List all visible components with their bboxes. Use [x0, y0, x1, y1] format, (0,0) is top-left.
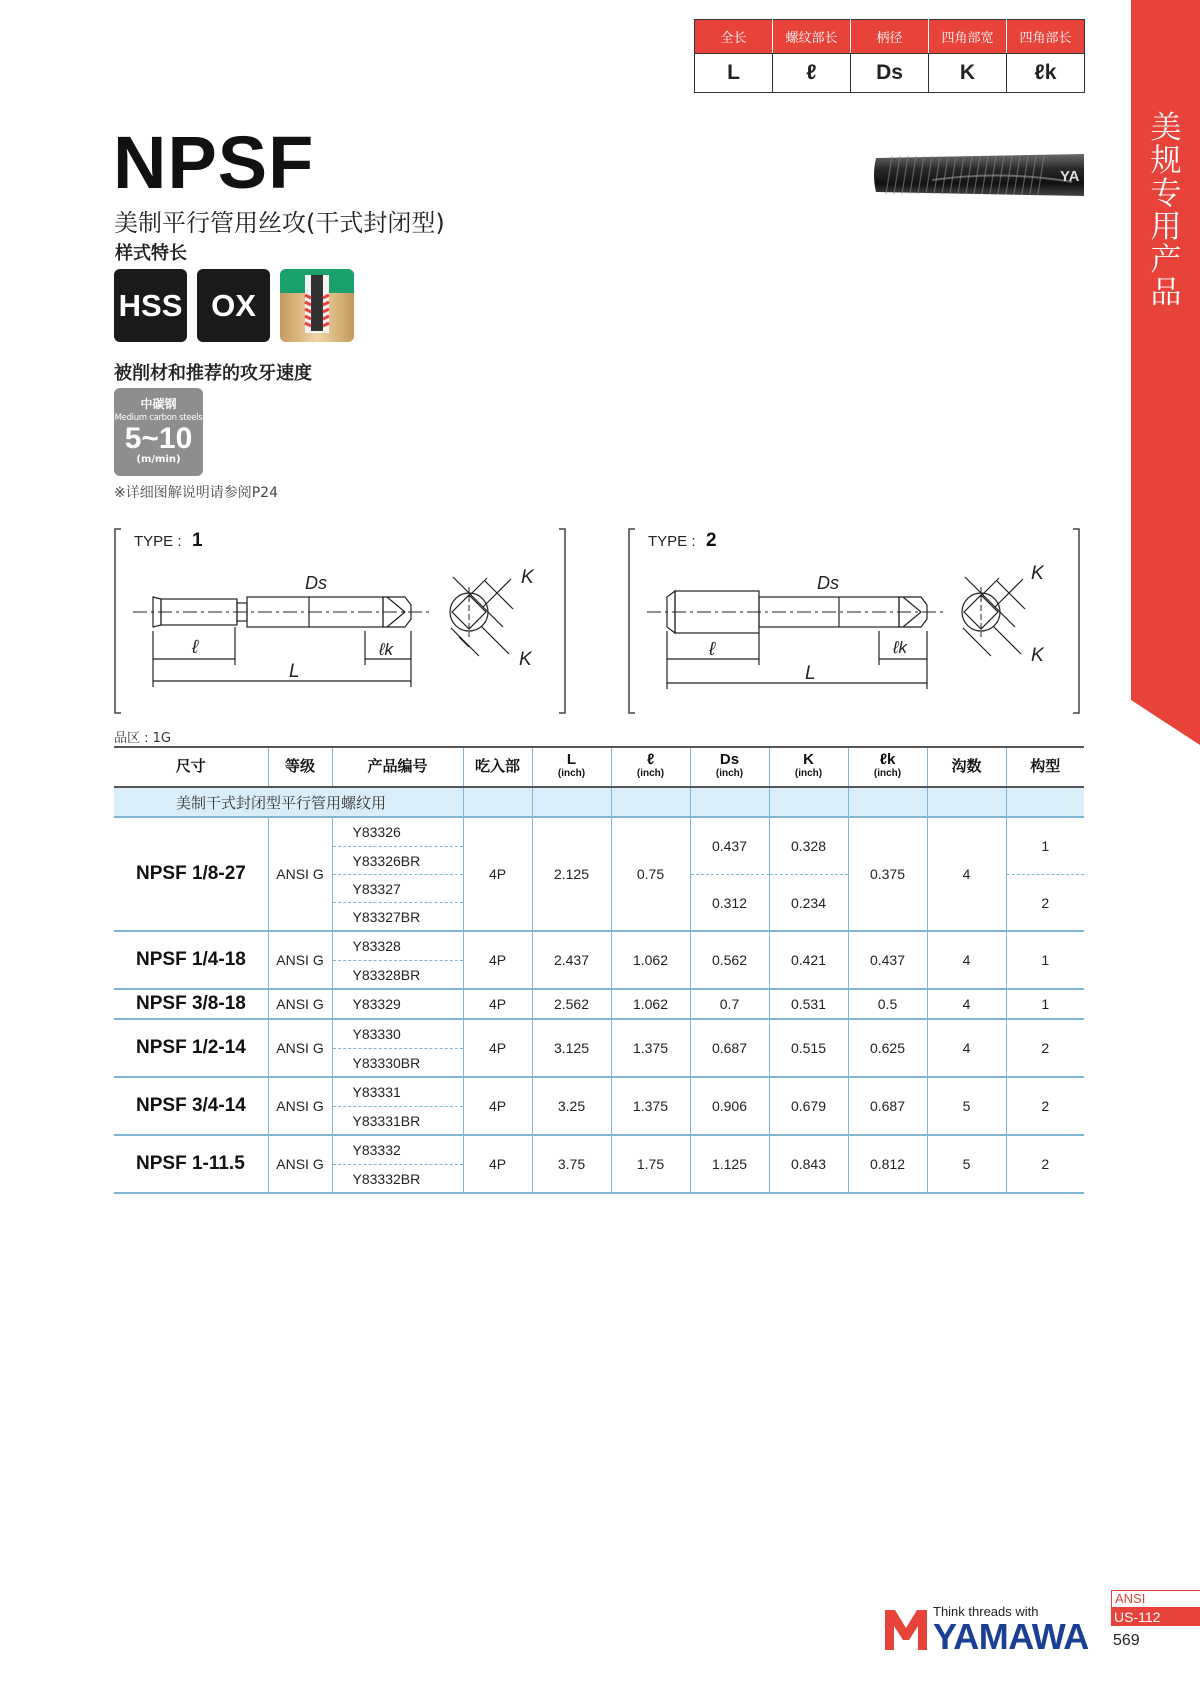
row-flutes: 4: [927, 989, 1006, 1019]
legend-symbol-lk: ℓk: [1007, 54, 1085, 93]
row-L: 3.125: [532, 1019, 611, 1077]
col-grade: 等级: [268, 747, 332, 787]
legend-header-square-width: 四角部宽: [929, 20, 1007, 54]
col-l-unit: (inch): [636, 768, 665, 779]
row-chamfer: 4P: [463, 989, 532, 1019]
row-flutes: 5: [927, 1135, 1006, 1193]
row-K: 0.531: [769, 989, 848, 1019]
row-lk: 0.5: [848, 989, 927, 1019]
type-2-number: 2: [706, 530, 717, 551]
row-type: 2: [1006, 1077, 1084, 1135]
row-chamfer: 4P: [463, 1019, 532, 1077]
row-grade: ANSI G: [268, 1019, 332, 1077]
product-code: Y83332: [352, 1142, 401, 1158]
group-cell: [927, 787, 1006, 817]
product-code: Y83328: [352, 938, 401, 954]
row-codes: [332, 989, 463, 1019]
group-cell: [463, 787, 532, 817]
row-lk: 0.375: [848, 817, 927, 931]
tap-photo: [872, 140, 1084, 210]
row-flutes: 4: [927, 817, 1006, 931]
table-row: [114, 989, 1084, 1019]
type-2-diagram: [627, 527, 1087, 717]
type-1-l-label: ℓ: [192, 637, 199, 658]
product-code: Y83328BR: [333, 960, 463, 988]
col-l: [611, 747, 690, 787]
col-flutes: 沟数: [927, 747, 1006, 787]
row-grade: ANSI G: [268, 1077, 332, 1135]
row-size: NPSF 3/8-18: [114, 989, 268, 1019]
product-code: Y83329: [352, 996, 401, 1012]
product-code: Y83332BR: [333, 1164, 463, 1192]
col-size: 尺寸: [114, 747, 268, 787]
row-L: 2.437: [532, 931, 611, 989]
product-code: Y83330: [352, 1026, 401, 1042]
row-K: 0.679: [769, 1077, 848, 1135]
row-l: 1.062: [611, 931, 690, 989]
type-2-L-label: L: [805, 663, 816, 684]
reference-note: ※详细图解说明请参阅P24: [114, 485, 278, 501]
group-label: 美制干式封闭型平行管用螺纹用: [114, 787, 463, 817]
row-K-value: 0.328: [790, 838, 827, 854]
col-chamfer: 吃入部: [463, 747, 532, 787]
type-2-ds-label: Ds: [817, 573, 839, 593]
style-label: 样式特长: [115, 243, 187, 264]
product-code: Y83331: [352, 1084, 401, 1100]
product-code: Y83327: [333, 874, 463, 902]
col-Ds-label: Ds: [719, 751, 740, 768]
col-K-unit: (inch): [794, 768, 823, 779]
blind-hole-icon: [280, 269, 354, 342]
col-Ds: [690, 747, 769, 787]
type-1-number: 1: [192, 530, 203, 551]
product-code: Y83326: [352, 824, 401, 840]
col-K: [769, 747, 848, 787]
row-l: 0.75: [611, 817, 690, 931]
material-name-cn: 中碳钢: [140, 397, 177, 411]
row-L: 3.25: [532, 1077, 611, 1135]
product-code: Y83330BR: [333, 1048, 463, 1076]
row-flutes: 5: [927, 1077, 1006, 1135]
col-K-label: K: [803, 751, 814, 768]
row-K: 0.421: [769, 931, 848, 989]
type-2-k-label-bottom: K: [1031, 645, 1044, 666]
product-subtitle: 美制平行管用丝攻(干式封闭型): [114, 209, 445, 237]
col-Ds-unit: (inch): [715, 768, 744, 779]
row-type-value: 2: [1007, 874, 1085, 930]
row-flutes: 4: [927, 931, 1006, 989]
row-Ds: 0.7: [690, 989, 769, 1019]
group-cell: [532, 787, 611, 817]
row-chamfer: 4P: [463, 931, 532, 989]
type-2-label: TYPE :: [648, 533, 696, 550]
table-row: [114, 1019, 1084, 1077]
side-tab-label: 美规专用产品: [1150, 110, 1182, 311]
row-K: [769, 817, 848, 931]
row-codes: [332, 1019, 463, 1077]
row-chamfer: 4P: [463, 1135, 532, 1193]
brand-logo: YAMAWA: [933, 1616, 1089, 1657]
row-grade: ANSI G: [268, 1135, 332, 1193]
tap-photo-text: YA: [1060, 168, 1080, 185]
row-lk: 0.687: [848, 1077, 927, 1135]
type-1-label: TYPE :: [134, 533, 182, 550]
row-type-value: 1: [1041, 838, 1050, 854]
row-Ds: [690, 817, 769, 931]
row-l: 1.375: [611, 1077, 690, 1135]
group-cell: [1006, 787, 1084, 817]
row-Ds: 0.687: [690, 1019, 769, 1077]
row-Ds-value: 0.437: [711, 838, 748, 854]
row-size: NPSF 1/4-18: [114, 931, 268, 989]
row-Ds: 0.562: [690, 931, 769, 989]
row-codes: [332, 1135, 463, 1193]
type-1-diagram: [113, 527, 573, 717]
type-1-k-label-top: K: [521, 567, 534, 588]
row-size: NPSF 1/8-27: [114, 817, 268, 931]
type-1-k-label-bottom: K: [519, 649, 532, 670]
speed-value: 5~10: [124, 422, 193, 455]
legend-header-square-length: 四角部长: [1007, 20, 1085, 54]
type-2-l-label: ℓ: [709, 639, 716, 660]
yamawa-logo-icon: [883, 1606, 929, 1652]
type-1-ds-label: Ds: [305, 573, 327, 593]
col-lk-label: ℓk: [879, 751, 896, 768]
legend-header-total-length: 全长: [695, 20, 773, 54]
cutting-speed-title: 被削材和推荐的攻牙速度: [114, 363, 312, 384]
row-type: 1: [1006, 989, 1084, 1019]
legend-header-thread-length: 螺纹部长: [773, 20, 851, 54]
col-lk-unit: (inch): [873, 768, 902, 779]
row-codes: [332, 1077, 463, 1135]
row-size: NPSF 1/2-14: [114, 1019, 268, 1077]
speed-unit: (m/min): [136, 454, 181, 465]
group-cell: [769, 787, 848, 817]
table-row: [114, 817, 1084, 931]
zone-label: 品区 : 1G: [114, 731, 171, 746]
row-flutes: 4: [927, 1019, 1006, 1077]
row-L: 3.75: [532, 1135, 611, 1193]
table-row: [114, 1077, 1084, 1135]
row-chamfer: 4P: [463, 1077, 532, 1135]
col-type: 构型: [1006, 747, 1084, 787]
row-type: 1: [1006, 931, 1084, 989]
row-K: 0.843: [769, 1135, 848, 1193]
product-code: Y83331BR: [333, 1106, 463, 1134]
row-L: 2.562: [532, 989, 611, 1019]
product-code: Y83327BR: [333, 902, 463, 930]
table-row: [114, 931, 1084, 989]
cutting-speed-box: [114, 388, 203, 476]
row-l: 1.75: [611, 1135, 690, 1193]
row-codes: [332, 931, 463, 989]
material-name-en: Medium carbon steels: [114, 413, 203, 423]
group-cell: [690, 787, 769, 817]
row-size: NPSF 3/4-14: [114, 1077, 268, 1135]
col-lk: [848, 747, 927, 787]
col-L-unit: (inch): [557, 768, 586, 779]
col-L: [532, 747, 611, 787]
legend-header-shank-dia: 柄径: [851, 20, 929, 54]
group-cell: [848, 787, 927, 817]
col-L-label: L: [566, 751, 577, 768]
type-1-lk-label: ℓk: [379, 640, 393, 659]
row-type: [1006, 817, 1084, 931]
row-grade: ANSI G: [268, 931, 332, 989]
row-grade: ANSI G: [268, 989, 332, 1019]
col-code: 产品编号: [332, 747, 463, 787]
product-table: [114, 746, 1084, 1194]
material-badge: HSS: [114, 269, 187, 342]
type-1-L-label: L: [289, 661, 300, 682]
row-K: 0.515: [769, 1019, 848, 1077]
page-number: 569: [1113, 1632, 1140, 1649]
row-grade: ANSI G: [268, 817, 332, 931]
row-lk: 0.812: [848, 1135, 927, 1193]
legend-symbol-K: K: [929, 54, 1007, 93]
legend-symbol-Ds: Ds: [851, 54, 929, 93]
row-chamfer: 4P: [463, 817, 532, 931]
row-l: 1.062: [611, 989, 690, 1019]
row-lk: 0.625: [848, 1019, 927, 1077]
row-Ds: 0.906: [690, 1077, 769, 1135]
coating-badge: OX: [197, 269, 270, 342]
row-type: 2: [1006, 1019, 1084, 1077]
group-cell: [611, 787, 690, 817]
row-type: 2: [1006, 1135, 1084, 1193]
row-lk: 0.437: [848, 931, 927, 989]
table-row: [114, 1135, 1084, 1193]
product-title: NPSF: [113, 121, 315, 204]
legend-symbol-L: L: [695, 54, 773, 93]
row-L: 2.125: [532, 817, 611, 931]
row-codes: [332, 817, 463, 931]
product-code: Y83326BR: [333, 846, 463, 874]
row-Ds-value: 0.312: [691, 874, 769, 930]
section-tag: US-112: [1111, 1608, 1200, 1626]
row-size: NPSF 1-11.5: [114, 1135, 268, 1193]
footer-tagline: Think threads with: [933, 1604, 1039, 1619]
row-l: 1.375: [611, 1019, 690, 1077]
col-l-label: ℓ: [646, 751, 655, 768]
symbol-legend: [694, 19, 1085, 93]
type-2-k-label-top: K: [1031, 563, 1044, 584]
row-Ds: 1.125: [690, 1135, 769, 1193]
legend-symbol-l: ℓ: [773, 54, 851, 93]
row-K-value: 0.234: [770, 874, 848, 930]
standard-tag: ANSI: [1111, 1590, 1200, 1608]
type-2-lk-label: ℓk: [893, 638, 907, 657]
